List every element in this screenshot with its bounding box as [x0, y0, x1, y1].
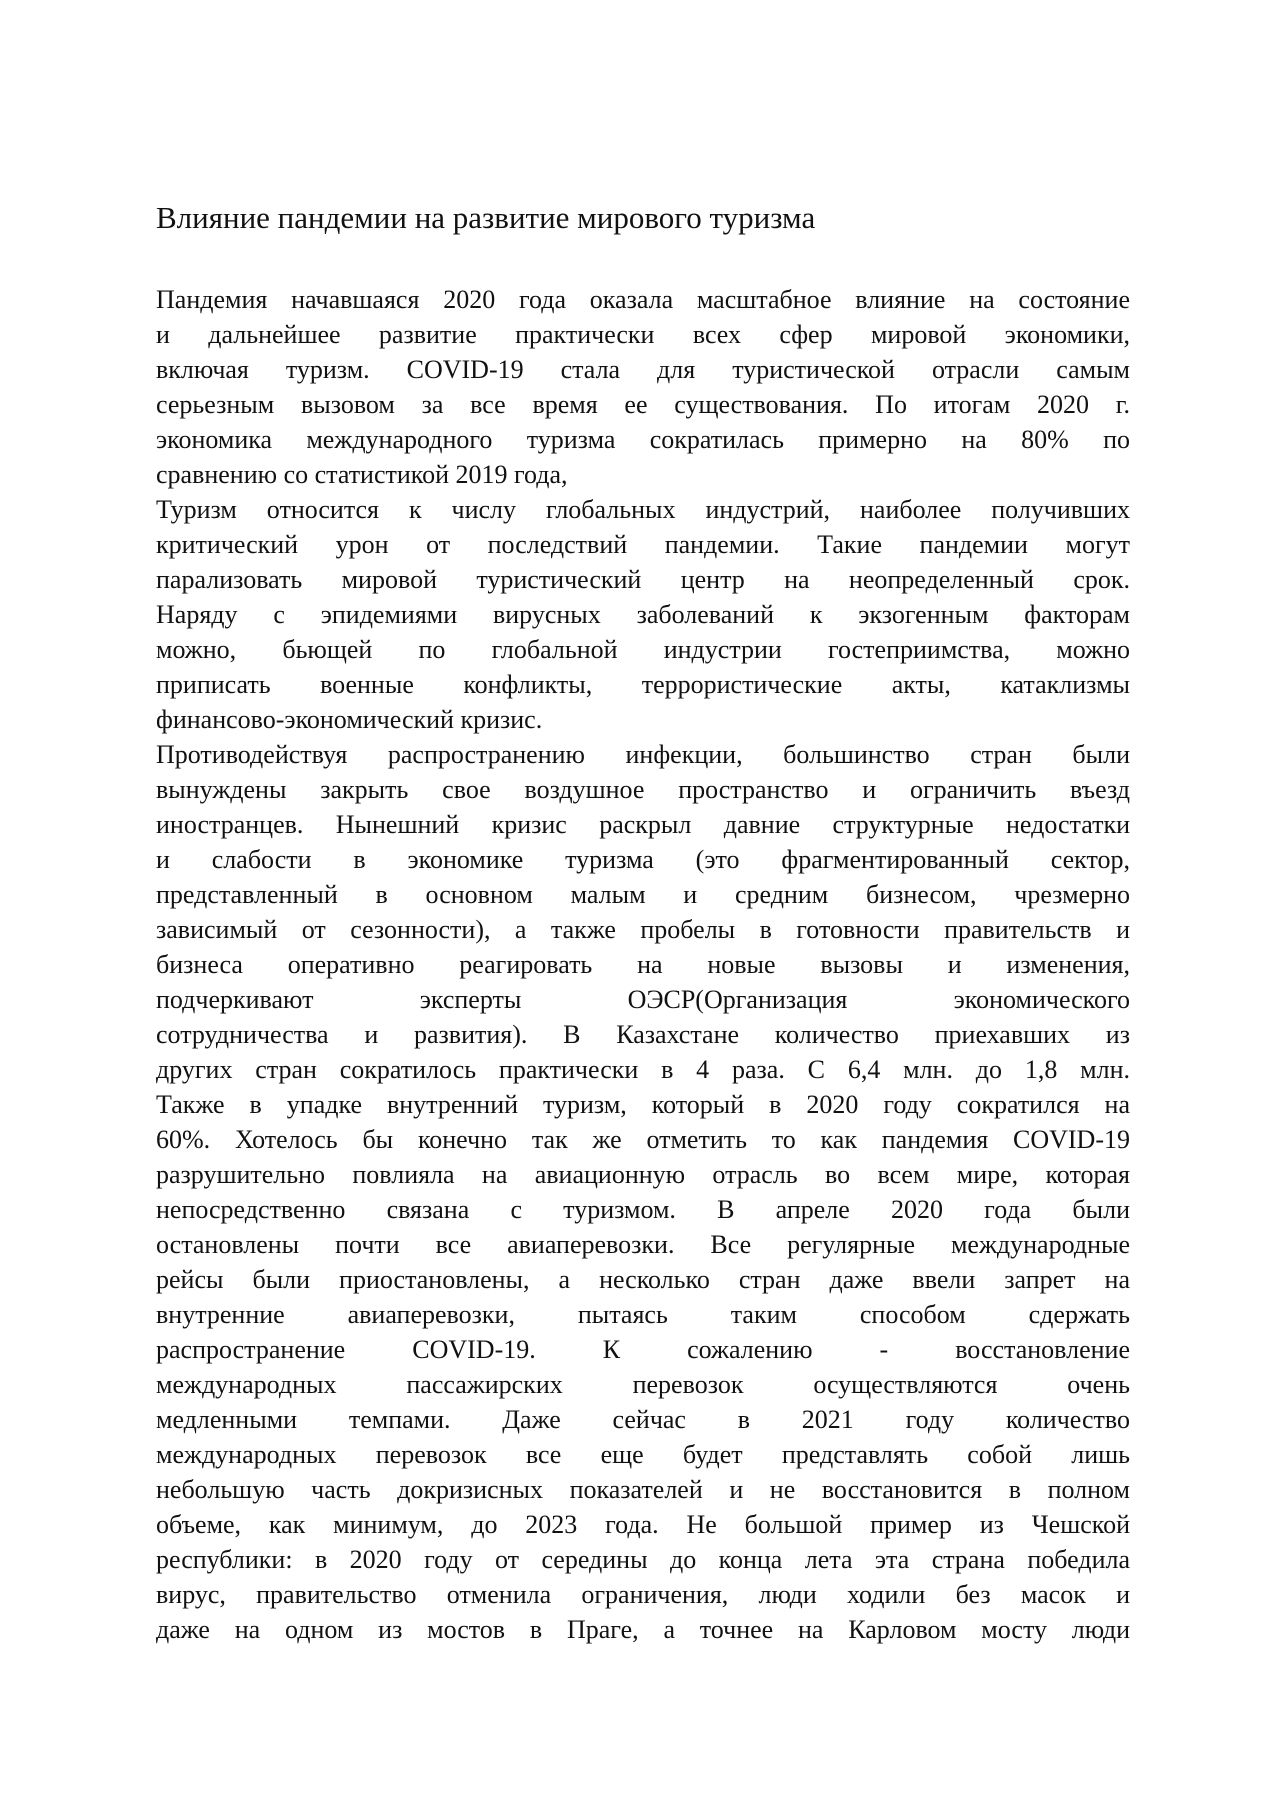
- paragraph-line: вынуждены закрыть свое воздушное пространство и ограничить въезд: [156, 775, 1130, 804]
- paragraph-line: парализовать мировой туристический центр на неопределенный срок.: [156, 565, 1130, 594]
- paragraph-line: и слабости в экономике туризма (это фрагментированный сектор,: [156, 845, 1130, 874]
- paragraph-line: и дальнейшее развитие практически всех сфер мировой экономики,: [156, 320, 1130, 349]
- paragraph-line: можно, бьющей по глобальной индустрии гостеприимства, можно: [156, 635, 1130, 664]
- paragraph-line: сравнению со статистикой 2019 года,: [156, 460, 568, 489]
- paragraph-line: сотрудничества и развития). В Казахстане количество приехавших из: [156, 1020, 1130, 1049]
- paragraph-line: медленными темпами. Даже сейчас в 2021 году количество: [156, 1405, 1130, 1434]
- paragraph-line: рейсы были приостановлены, а несколько стран даже ввели запрет на: [156, 1265, 1130, 1294]
- document-title: Влияние пандемии на развитие мирового туризма: [156, 200, 816, 235]
- paragraph-line: непосредственно связана с туризмом. В апреле 2020 года были: [156, 1195, 1130, 1224]
- document-body: [156, 282, 1130, 1647]
- paragraph-line: других стран сократилось практически в 4 раза. С 6,4 млн. до 1,8 млн.: [156, 1055, 1130, 1084]
- paragraph-1: [156, 282, 1130, 492]
- paragraph-line: объеме, как минимум, до 2023 года. Не большой пример из Чешской: [156, 1510, 1130, 1539]
- paragraph-line: даже на одном из мостов в Праге, а точнее на Карловом мосту люди: [156, 1615, 1130, 1644]
- paragraph-line: Туризм относится к числу глобальных индустрий, наиболее получивших: [156, 495, 1130, 524]
- paragraph-line: Также в упадке внутренний туризм, который в 2020 году сократился на: [156, 1090, 1130, 1119]
- paragraph-line: финансово-экономический кризис.: [156, 705, 543, 734]
- paragraph-line: экономика международного туризма сократилась примерно на 80% по: [156, 425, 1130, 454]
- paragraph-line: зависимый от сезонности), а также пробелы в готовности правительств и: [156, 915, 1130, 944]
- paragraph-line: распространение COVID-19. К сожалению - восстановление: [156, 1335, 1130, 1364]
- paragraph-line: республики: в 2020 году от середины до конца лета эта страна победила: [156, 1545, 1130, 1574]
- paragraph-line: остановлены почти все авиаперевозки. Все регулярные международные: [156, 1230, 1130, 1259]
- paragraph-line: приписать военные конфликты, террористические акты, катаклизмы: [156, 670, 1130, 699]
- paragraph-line: 60%. Хотелось бы конечно так же отметить то как пандемия COVID-19: [156, 1125, 1130, 1154]
- paragraph-line: Противодействуя распространению инфекции, большинство стран были: [156, 740, 1130, 769]
- paragraph-3: [156, 737, 1130, 1647]
- paragraph-line: внутренние авиаперевозки, пытаясь таким способом сдержать: [156, 1300, 1130, 1329]
- paragraph-2: [156, 492, 1130, 737]
- paragraph-line: представленный в основном малым и средним бизнесом, чрезмерно: [156, 880, 1130, 909]
- paragraph-line: критический урон от последствий пандемии. Такие пандемии могут: [156, 530, 1130, 559]
- paragraph-line: небольшую часть докризисных показателей и не восстановится в полном: [156, 1475, 1130, 1504]
- paragraph-line: Пандемия начавшаяся 2020 года оказала масштабное влияние на состояние: [156, 285, 1130, 314]
- paragraph-line: вирус, правительство отменила ограничения, люди ходили без масок и: [156, 1580, 1130, 1609]
- paragraph-line: включая туризм. COVID-19 стала для туристической отрасли самым: [156, 355, 1130, 384]
- paragraph-line: иностранцев. Нынешний кризис раскрыл давние структурные недостатки: [156, 810, 1130, 839]
- paragraph-line: серьезным вызовом за все время ее существования. По итогам 2020 г.: [156, 390, 1130, 419]
- paragraph-line: бизнеса оперативно реагировать на новые вызовы и изменения,: [156, 950, 1130, 979]
- paragraph-line: международных пассажирских перевозок осуществляются очень: [156, 1370, 1130, 1399]
- paragraph-line: разрушительно повлияла на авиационную отрасль во всем мире, которая: [156, 1160, 1130, 1189]
- paragraph-line: подчеркивают эксперты ОЭСР(Организация экономического: [156, 985, 1130, 1014]
- paragraph-line: Наряду с эпидемиями вирусных заболеваний к экзогенным факторам: [156, 600, 1130, 629]
- paragraph-line: международных перевозок все еще будет представлять собой лишь: [156, 1440, 1130, 1469]
